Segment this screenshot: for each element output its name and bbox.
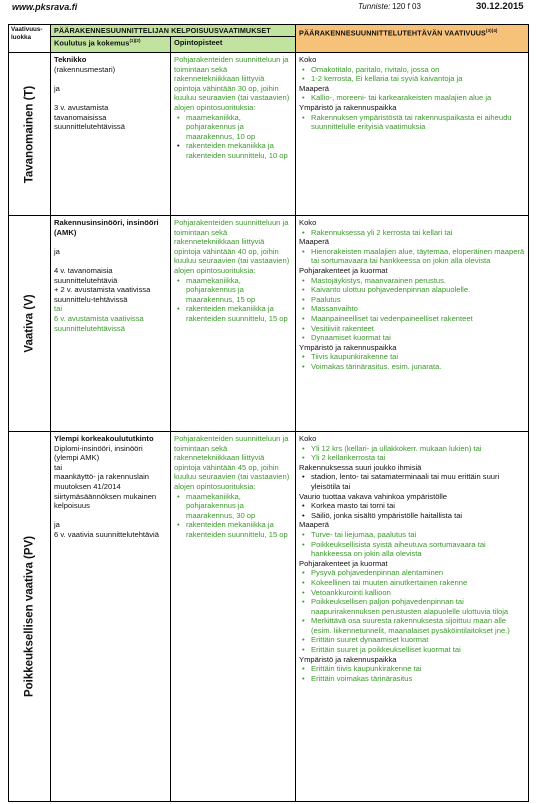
demand-item: • Voimakas tärinärasitus. esim. junarata. xyxy=(311,362,525,372)
edu-line: tai xyxy=(54,304,63,314)
demand-heading: Maaperä xyxy=(299,237,329,247)
credits-list xyxy=(174,492,292,540)
edu-line: Ylempi korkeakoulututkinto xyxy=(54,434,154,443)
demand-item: • 1-2 kerrosta, Ei kellaria tai syviä kaivantoja ja xyxy=(311,74,525,84)
group-header-text: PÄÄRAKENNESUUNNITTELIJAN KELPOISUUSVAATIMUKSET xyxy=(54,26,271,35)
demand-item: • Erittäin voimakas tärinärasitus xyxy=(311,674,525,684)
row-label-text xyxy=(23,79,36,189)
row-label-vaativa xyxy=(9,216,50,431)
demand-item: • Paalutus xyxy=(311,295,525,305)
edu-line: 6 v. vaativia suunnittelutehtäviä xyxy=(54,529,159,539)
edu-line: tavanomaisissa xyxy=(54,112,107,122)
demand-item: • Poikkeuksellisista syistä aiheutuva sortumavaara tai hankkeessa on jokin alla olevista xyxy=(311,540,525,559)
edu-line: (rakennusmestari) xyxy=(54,64,116,74)
demand-item: • Kaivanto ulottuu pohjavedenpinnan alapuolelle. xyxy=(311,285,525,295)
edu-cell-pv xyxy=(51,433,170,541)
credits-intro: Pohjarakenteiden suunnitteluun ja toimintaan sekä rakennetekniikkaan liittyviä opintoja vähintään 40 op, joihin kuuluu seuraavien (tai vastaavien) alojen opintosuorituksia: xyxy=(174,218,290,275)
demand-heading: Pohjarakenteet ja kuormat xyxy=(299,558,388,568)
col-header-class-text: Vaativuus-luokka xyxy=(11,26,43,41)
group-header-qualifications xyxy=(51,25,295,36)
demand-heading: Rakennuksessa suuri joukko ihmisiä xyxy=(299,462,422,472)
edu-line: 6 v. avustamista vaativissa suunnittelutehtävissä xyxy=(54,313,144,333)
sub-header-education-sup: (1)(2) xyxy=(129,38,141,43)
demand-item: • Dynaamiset kuormat tai xyxy=(311,333,525,343)
demand-heading: Maaperä xyxy=(299,520,329,530)
demand-item: • Maanpaineelliset tai vedenpaineelliset rakenteet xyxy=(311,314,525,324)
row-label-name: Tavanomainen (T) xyxy=(23,85,35,183)
demand-item: • Erittäin tiivis kaupunkirakenne tai xyxy=(311,664,525,674)
demand-item: • Massanvaihto xyxy=(311,304,525,314)
demand-item: • Rakennuksen ympäristöstä tai rakennuspaikasta ei aiheudu suunnittelulle erityisiä vaatimuksia xyxy=(311,113,525,132)
demand-list xyxy=(299,568,525,654)
row-label-text xyxy=(23,284,36,364)
edu-line: Rakennusinsinööri, insinööri (AMK) xyxy=(54,218,159,237)
edu-line: Diplomi-insinööri, insinööri (ylempi AMK) xyxy=(54,443,143,463)
demand-list xyxy=(299,501,525,520)
right-header-text: PÄÄRAKENNESUUNNITTELUTEHTÄVÄN VAATIVUUS xyxy=(299,28,486,38)
edu-line xyxy=(54,74,167,84)
demand-heading: Vaurio tuottaa vakava vahinkoa ympäristölle xyxy=(299,491,448,501)
credits-item: • rakenteiden mekaniikka ja rakenteiden suunnittelu, 10 op xyxy=(186,141,292,160)
demand-heading: Ympäristö ja rakennuspaikka xyxy=(299,102,397,112)
edu-line: ja xyxy=(54,83,60,93)
demand-list xyxy=(299,228,525,238)
edu-line: ja xyxy=(54,520,60,530)
edu-line: 3 v. avustamista xyxy=(54,102,109,112)
id-label: Tunniste: xyxy=(358,2,391,11)
edu-cell-v xyxy=(51,217,170,334)
demand-list xyxy=(299,65,525,84)
demand-item: • Turve- tai liejumaa, paalutus tai xyxy=(311,530,525,540)
demand-list xyxy=(299,93,525,103)
demand-item: • Poikkeuksellisen paljon pohjavedenpinnan tai naapurirakennuksen perustusten alapuolelle ulottuvia tiloja xyxy=(311,597,525,616)
demand-heading: Ympäristö ja rakennuspaikka xyxy=(299,342,397,352)
edu-line: + 2 v. avustamista vaativissa suunnittelu-tehtävissä xyxy=(54,285,151,304)
edu-line: ja xyxy=(54,246,60,256)
demand-heading: Ympäristö ja rakennuspaikka xyxy=(299,654,397,664)
demand-item: • Tiivis kaupunkirakenne tai xyxy=(311,352,525,362)
credits-item: • maamekaniikka, pohjarakennus ja maarakennus, 30 op xyxy=(186,492,292,521)
page-header xyxy=(0,0,539,14)
credits-cell-t xyxy=(171,54,295,162)
edu-line: 4 v. tavanomaisia suunnittelutehtäviä xyxy=(54,265,118,285)
requirements-table xyxy=(8,24,529,802)
demand-list xyxy=(299,444,525,463)
demand-heading: Koko xyxy=(299,218,317,227)
demand-heading: Maaperä xyxy=(299,83,329,93)
demand-list xyxy=(299,113,525,132)
demand-cell-pv xyxy=(296,433,528,684)
demand-list xyxy=(299,247,525,266)
credits-item: • maamekaniikka, pohjarakennus ja maarakennus, 10 op xyxy=(186,113,292,142)
demand-item: • Kokeellinen tai muuten ainutkertainen rakenne xyxy=(311,578,525,588)
edu-line xyxy=(54,256,167,266)
demand-item: • Säiliö, jonka sisältö ympäristölle haitallista tai xyxy=(311,511,525,521)
sub-header-credits xyxy=(171,37,295,52)
edu-line: maankäyttö- ja rakennuslain muutoksen 41/2014 siirtymäsäännöksen mukainen kelpoisuus xyxy=(54,472,157,511)
row-label-name: Vaativa (V) xyxy=(23,294,35,353)
demand-item: • Yli 12 krs (kellari- ja ullakkokerr. mukaan lukien) tai xyxy=(311,444,525,454)
demand-item: • Kallio-, moreeni- tai karkearakeisten maalajien alue ja xyxy=(311,93,525,103)
demand-list xyxy=(299,530,525,559)
credits-list xyxy=(174,276,292,324)
credits-intro: Pohjarakenteiden suunnitteluun ja toimintaan sekä rakennetekniikkaan liittyviä opintoja vähintään 30 op, joihin kuuluu seuraavien (tai vastaavien) alojen opintosuorituksia: xyxy=(174,55,290,112)
demand-heading: Pohjarakenteet ja kuormat xyxy=(299,265,388,275)
edu-line xyxy=(54,511,167,521)
site-url: www.pksrava.fi xyxy=(12,2,78,12)
right-header-demand xyxy=(296,25,528,52)
demand-item: • Rakennuksessa yli 2 kerrosta tai kellari tai xyxy=(311,228,525,238)
credits-cell-v xyxy=(171,217,295,325)
document-date: 30.12.2015 xyxy=(476,1,524,12)
credits-item: • rakenteiden mekaniikka ja rakenteiden suunnittelu, 15 op xyxy=(186,520,292,539)
row-label-name: Poikkeuksellisen vaativa (PV) xyxy=(23,535,35,698)
demand-item: • Erittäin suuret dynaamiset kuormat xyxy=(311,635,525,645)
demand-item: • Vesitiiviit rakenteet xyxy=(311,324,525,334)
demand-item: • Mastojäykistys, maanvarainen perustus. xyxy=(311,276,525,286)
edu-line: suunnittelutehtävissä xyxy=(54,122,125,132)
edu-cell-t xyxy=(51,54,170,133)
edu-line: Teknikko xyxy=(54,55,87,64)
demand-item: • Omakotitalo, paritalo, rivitalo, jossa on xyxy=(311,65,525,75)
edu-line: tai xyxy=(54,462,63,472)
edu-line xyxy=(54,93,167,103)
sub-header-credits-text: Opintopisteet xyxy=(174,38,223,47)
demand-item: • Yli 2 kellarikerrosta tai xyxy=(311,453,525,463)
credits-list xyxy=(174,113,292,161)
demand-item: • Korkea masto tai torni tai xyxy=(311,501,525,511)
demand-item: • stadion, lento- tai satamaterminaali tai muu erittäin suuri yleisötila tai xyxy=(311,472,525,491)
demand-list xyxy=(299,472,525,491)
sub-header-education-text: Koulutus ja kokemus xyxy=(54,38,130,48)
row-label-poikkeuksellisen xyxy=(9,432,50,801)
demand-item: • Merkittävä osa suuresta rakennuksesta sijoittuu maan alle (esim. liikennetunnelit, maanalaiset pysäköintilaitokset jne.) xyxy=(311,616,525,635)
credits-intro: Pohjarakenteiden suunnitteluun ja toimintaan sekä rakennetekniikkaan liittyviä opintoja vähintään 45 op, joihin kuuluu seuraavien (tai vastaavien) alojen opintosuorituksia: xyxy=(174,434,290,491)
demand-list xyxy=(299,352,525,371)
demand-item: • Erittäin suuret ja poikkeukselliset kuormat tai xyxy=(311,645,525,655)
row-label-text xyxy=(23,532,36,702)
credits-cell-pv xyxy=(171,433,295,541)
edu-line xyxy=(54,237,167,247)
demand-cell-t xyxy=(296,54,528,133)
demand-list xyxy=(299,664,525,683)
demand-item: • Vetoankkurointi kallioon xyxy=(311,588,525,598)
demand-heading: Koko xyxy=(299,55,317,64)
credits-item: • rakenteiden mekaniikka ja rakenteiden suunnittelu, 15 op xyxy=(186,304,292,323)
row-label-tavanomainen xyxy=(9,53,50,215)
demand-cell-v xyxy=(296,217,528,373)
demand-item: • Pysyvä pohjavedenpinnan alentaminen xyxy=(311,568,525,578)
col-header-class xyxy=(9,25,50,52)
demand-heading: Koko xyxy=(299,434,317,443)
demand-item: • Hienorakeisten maalajien alue, täytemaa, eloperäinen maaperä tai sortumavaara tai hankkeessa on jokin alla olevista xyxy=(311,247,525,266)
demand-list xyxy=(299,276,525,343)
id-value: 120 f 03 xyxy=(392,2,421,11)
right-header-sup: (3)(4) xyxy=(485,28,498,33)
credits-item: • maamekaniikka, pohjarakennus ja maarakennus, 15 op xyxy=(186,276,292,305)
sub-header-education xyxy=(51,37,170,52)
